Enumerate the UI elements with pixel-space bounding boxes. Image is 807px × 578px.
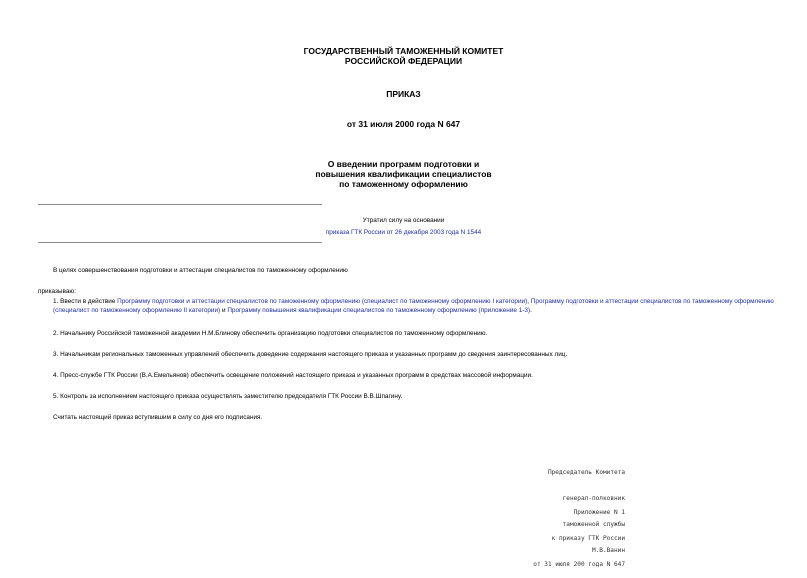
divider-bottom <box>38 242 322 243</box>
title-line-2: повышения квалификации специалистов <box>315 169 492 179</box>
divider-top <box>38 204 322 205</box>
signature-name: М.В.Ванин <box>591 546 625 554</box>
status-note: Утратил силу на основании <box>362 217 445 224</box>
program-link-category-1[interactable]: Программу подготовки и аттестации специалистов по таможенному оформлению (специалист по таможенному оформлению I категории) <box>117 298 528 305</box>
signature-line-1: Председатель Комитета <box>547 469 625 477</box>
order-item-4: 4. Пресс-службе ГТК России (В.А.Емельянов) обеспечить освещение положений настоящего приказа и указанных программ в средствах массовой информации. <box>53 372 533 379</box>
appendix-header <box>533 492 625 578</box>
signature-line-3: таможенной службы <box>562 520 625 528</box>
program-link-qualification[interactable]: Программу повышения квалификации специалистов по таможенному оформлению <box>227 307 477 315</box>
order-item-3: 3. Начальникам региональных таможенных управлений обеспечить доведение содержания настоящего приказа и указанных программ до сведения заинтересованных лиц. <box>53 351 568 358</box>
document-date: от 31 июля 2000 года N 647 <box>346 119 461 129</box>
appendix-line-2: к приказу ГТК России <box>551 534 625 542</box>
issuing-authority <box>0 46 807 66</box>
item1-separator-1: , <box>527 298 531 305</box>
document-title <box>0 159 807 189</box>
title-line-1: О введении программ подготовки и <box>327 159 480 169</box>
order-item-1 <box>38 297 788 315</box>
title-line-3: по таможенному оформлению <box>339 179 468 189</box>
order-item-5: 5. Контроль за исполнением настоящего приказа осуществлять заместителю председателя ГТК России В.В.Шпагину. <box>53 393 403 400</box>
item1-separator-2: и <box>220 307 228 315</box>
effective-clause: Считать настоящий приказ вступившим в силу со дня его подписания. <box>53 414 263 421</box>
document-type: ПРИКАЗ <box>386 89 421 99</box>
order-word: приказываю: <box>38 288 76 295</box>
signature-line-2: генерал-полковник <box>562 494 625 502</box>
program-link-category-2[interactable]: Программу подготовки и аттестации специалистов по таможенному оформлению (специалист по таможенному оформлению II категории) <box>53 298 774 315</box>
item1-prefix: 1. Ввести в действие <box>53 298 118 305</box>
appendix-line-1: Приложение N 1 <box>573 509 625 517</box>
org-line-2: РОССИЙСКОЙ ФЕДЕРАЦИИ <box>344 56 463 66</box>
order-item-2: 2. Начальнику Российской таможенной академии Н.М.Блинову обеспечить организацию подготовки специалистов по таможенному оформлению. <box>53 330 488 337</box>
appendix-link[interactable]: (приложение 1-3) <box>478 307 531 315</box>
item1-end: . <box>530 307 532 315</box>
repeal-order-link[interactable]: приказа ГТК России от 26 декабря 2003 года N 1544 <box>325 229 482 236</box>
preamble: В целях совершенствования подготовки и аттестации специалистов по таможенному оформлению <box>53 267 348 274</box>
appendix-line-3: от 31 июля 200 года N 647 <box>533 560 625 568</box>
org-line-1: ГОСУДАРСТВЕННЫЙ ТАМОЖЕННЫЙ КОМИТЕТ <box>303 46 504 56</box>
